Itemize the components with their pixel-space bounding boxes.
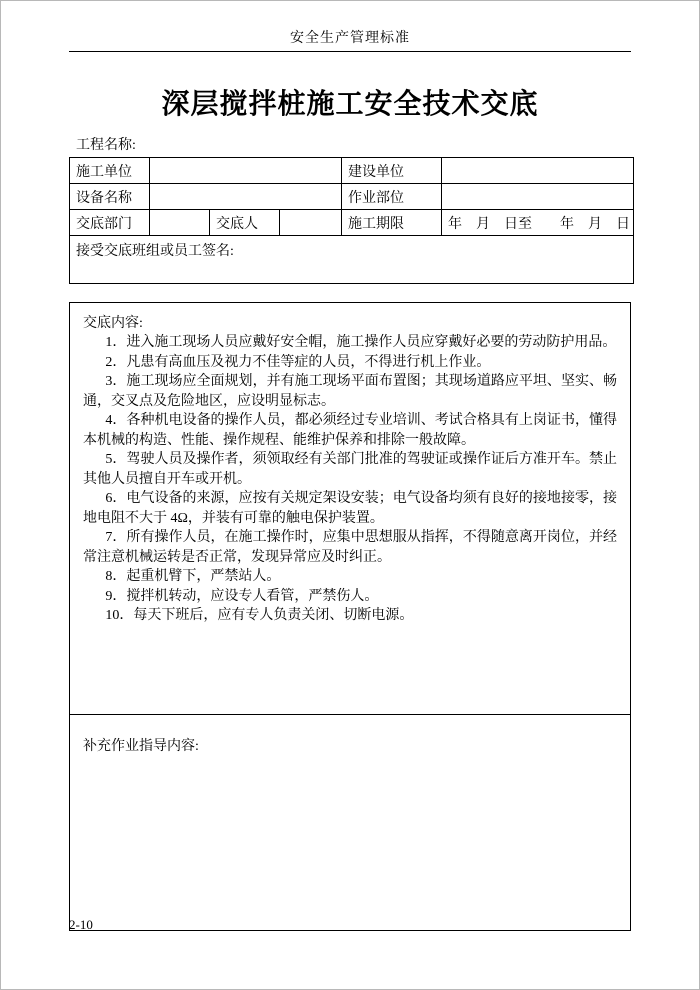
document-standard-header: 安全生产管理标准 (290, 31, 410, 46)
disclosure-content-heading: 交底内容: (83, 316, 143, 331)
content-item: 6．电气设备的来源，应按有关规定架设安装；电气设备均须有良好的接地接零，接地电阻不大于 4Ω，并装有可靠的触电保护装置。 (83, 491, 617, 526)
content-item: 3．施工现场应全面规划，并有施工现场平面布置图；其现场道路应平坦、坚实、畅通，交叉点及危险地区，应设明显标志。 (83, 374, 617, 409)
header-divider (69, 51, 631, 52)
supplement-heading: 补充作业指导内容: (83, 739, 199, 754)
construction-period-value: 年 月 日至 年 月 日 (442, 210, 634, 236)
content-item: 5．驾驶人员及操作者，须领取经有关部门批准的驾驶证或操作证后方准开车。禁止其他人员擅自开车或开机。 (83, 452, 617, 487)
content-item: 1．进入施工现场人员应戴好安全帽，施工操作人员应穿戴好必要的劳动防护用品。 (105, 335, 617, 350)
table-row-units (70, 158, 634, 184)
content-item: 10．每天下班后，应有专人负责关闭、切断电源。 (105, 608, 414, 623)
page-title: 深层搅拌桩施工安全技术交底 (161, 88, 539, 119)
owner-unit-value (442, 158, 634, 184)
construction-unit-label: 施工单位 (70, 158, 150, 184)
content-box (69, 302, 631, 931)
table-row-signature (70, 236, 634, 284)
table-row-equipment (70, 184, 634, 210)
disclosure-content-section (70, 303, 630, 715)
content-item: 9．搅拌机转动，应设专人看管，严禁伤人。 (105, 588, 379, 604)
owner-unit-label: 建设单位 (342, 158, 442, 184)
discloser-value (280, 210, 342, 236)
content-item: 8．起重机臂下，严禁站人。 (105, 569, 281, 584)
work-location-value (442, 184, 634, 210)
equipment-name-value (150, 184, 342, 210)
discloser-label: 交底人 (210, 210, 280, 236)
equipment-name-label: 设备名称 (70, 184, 150, 210)
table-row-disclosure (70, 210, 634, 236)
info-table (69, 157, 634, 284)
content-item: 4．各种机电设备的操作人员，都必须经过专业培训、考试合格具有上岗证书，懂得本机械的构造、性能、操作规程、能维护保养和排除一般故障。 (83, 413, 617, 448)
project-name-label: 工程名称: (76, 138, 136, 153)
content-item: 7．所有操作人员，在施工操作时，应集中思想服从指挥，不得随意离开岗位，并经常注意机械运转是否正常，发现异常应及时纠正。 (83, 530, 617, 565)
signature-label: 接受交底班组或员工签名: (70, 236, 634, 284)
disclosure-dept-value (150, 210, 210, 236)
construction-unit-value (150, 158, 342, 184)
disclosure-dept-label: 交底部门 (70, 210, 150, 236)
work-location-label: 作业部位 (342, 184, 442, 210)
supplement-section (70, 715, 630, 930)
content-item: 2．凡患有高血压及视力不佳等症的人员，不得进行机上作业。 (105, 354, 491, 370)
construction-period-label: 施工期限 (342, 210, 442, 236)
page-number: 2-10 (69, 917, 93, 932)
